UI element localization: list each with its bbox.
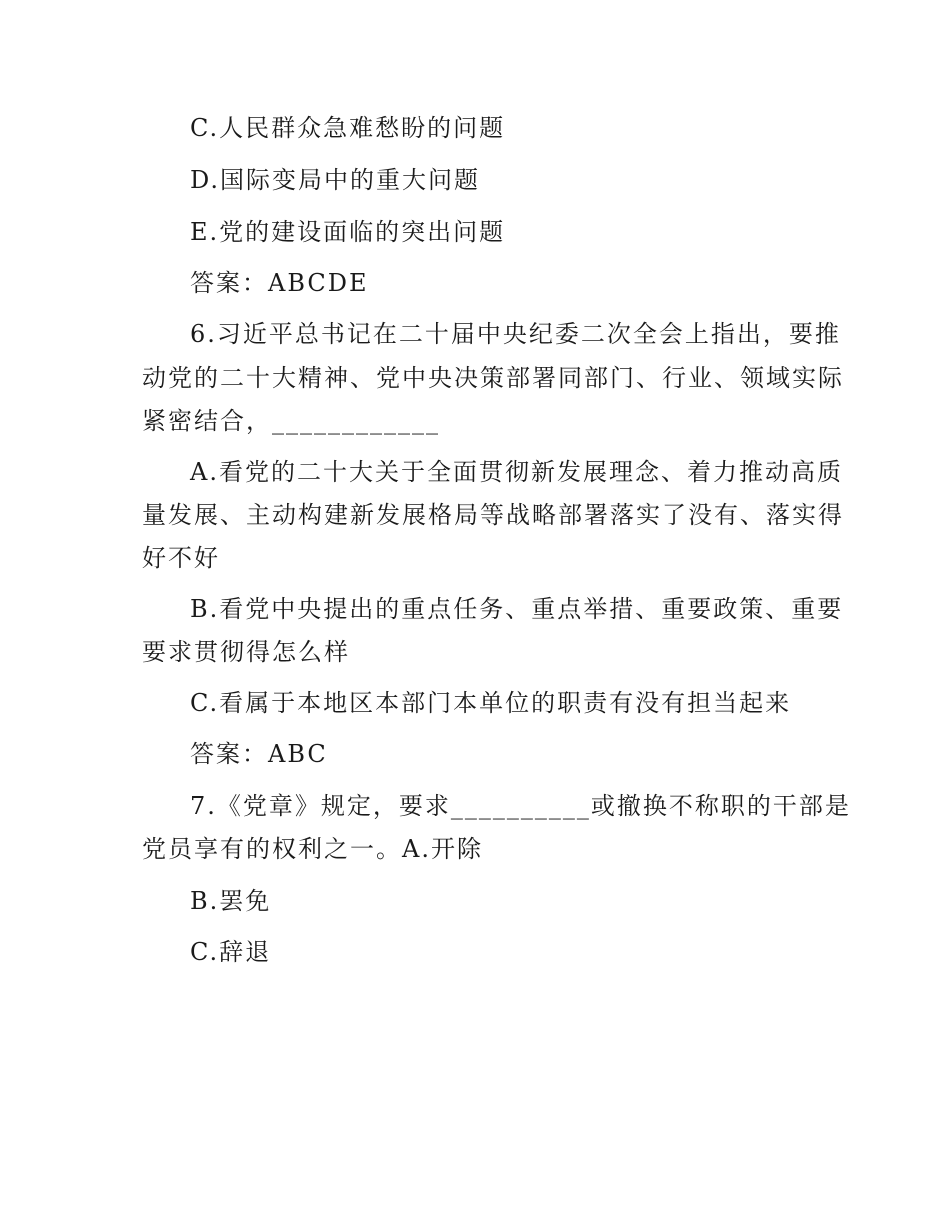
option-a-line-1: A.看党的二十大关于全面贯彻新发展理念、着力推动高质 (190, 458, 843, 486)
option-a-line-2: 量发展、主动构建新发展格局等战略部署落实了没有、落实得 (142, 501, 844, 529)
question-6-line-3: 紧密结合，____________ (142, 407, 440, 435)
option-e-line: E.党的建设面临的突出问题 (190, 218, 506, 246)
answer-line-q6: 答案：ABC (190, 740, 328, 768)
option-b-line-2: 要求贯彻得怎么样 (142, 638, 350, 666)
option-a-line-3: 好不好 (142, 544, 220, 572)
option-c-line-q6: C.看属于本地区本部门本单位的职责有没有担当起来 (190, 689, 792, 717)
question-7-line-1: 7.《党章》规定，要求__________或撤换不称职的干部是 (190, 792, 851, 820)
question-7-line-2: 党员享有的权利之一。A.开除 (142, 835, 483, 863)
option-c-line-q7: C.辞退 (190, 938, 272, 966)
option-c-line: C.人民群众急难愁盼的问题 (190, 114, 506, 142)
option-d-line: D.国际变局中的重大问题 (190, 166, 481, 194)
option-b-line-q7: B.罢免 (190, 887, 272, 915)
answer-line: 答案：ABCDE (190, 269, 369, 297)
option-b-line-1: B.看党中央提出的重点任务、重点举措、重要政策、重要 (190, 595, 844, 623)
question-6-line-1: 6.习近平总书记在二十届中央纪委二次全会上指出，要推 (190, 320, 841, 348)
question-6-line-2: 动党的二十大精神、党中央决策部署同部门、行业、领域实际 (142, 364, 844, 392)
